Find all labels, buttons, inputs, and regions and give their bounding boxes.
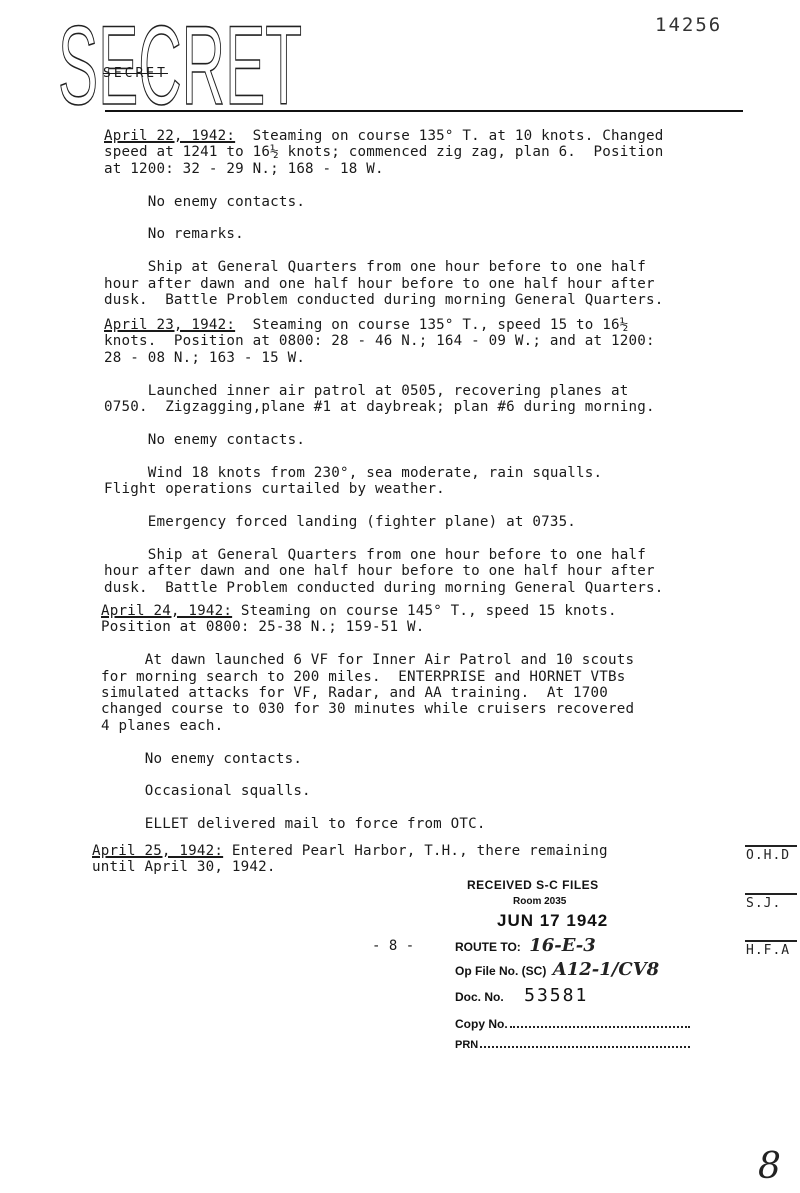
stamp-copy-label: Copy No. (455, 1017, 508, 1031)
secret-stamp-large (56, 12, 306, 112)
stamp-doc-value: 53581 (524, 985, 589, 1006)
stamp-copy-row (455, 1009, 690, 1031)
entry-first-text: Entered Pearl Harbor, T.H., there remaining (231, 843, 608, 859)
stamp-line-1: RECEIVED S-C FILES (467, 878, 599, 892)
received-stamp (455, 878, 690, 1051)
stamp-route-row (455, 935, 690, 959)
page-number: - 8 - (372, 938, 415, 954)
log-entry-april-24 (101, 603, 634, 833)
entry-body: Position at 0800: 25-38 N.; 159-51 W. At dawn launched 6 VF for Inner Air Patrol and 10 scouts for morning search to 200 miles. ENTERPRISE and HORNET VTBs simulated attacks for VF, Radar, and AA training. At 1700 changed course to 030 for 30 minutes while cruisers recovered 4 planes each. No enemy contacts. Occasional squalls. ELLET delivered mail to force from OTC. (101, 619, 635, 833)
stamp-route-value: 16-E-3 (529, 935, 596, 956)
stamp-prn-row (455, 1031, 690, 1051)
svg-text:SECRET: SECRET (58, 12, 302, 112)
log-entry-april-23 (104, 317, 663, 596)
entry-first-text: Steaming on course 135° T. at 10 knots. Changed (252, 128, 664, 144)
initials-sj: S.J. (746, 896, 782, 911)
initials-rule-1 (745, 845, 797, 847)
entry-first-line (92, 843, 608, 859)
entry-first-text: Steaming on course 135° T., speed 15 to 16½ (252, 317, 629, 333)
entry-first-line (101, 603, 634, 619)
document-number: 14256 (655, 14, 723, 36)
stamp-opfile-value: A12-1/CV8 (552, 959, 660, 980)
stamp-line-2: Room 2035 (513, 896, 567, 907)
corner-page-number: 8 (758, 1146, 781, 1187)
entry-body: until April 30, 1942. (92, 859, 276, 876)
entry-date: April 24, 1942: (101, 603, 233, 619)
stamp-prn-leader (480, 1046, 690, 1048)
entry-date: April 25, 1942: (92, 843, 224, 859)
entry-first-line (104, 317, 663, 333)
stamp-copy-leader (510, 1026, 690, 1028)
log-entry-april-22 (104, 128, 663, 308)
entry-date: April 22, 1942: (104, 128, 236, 144)
log-entry-april-25 (92, 843, 608, 876)
stamp-route-label: ROUTE TO: (455, 940, 521, 954)
initials-rule-2 (745, 893, 797, 895)
stamp-opfile-label: Op File No. (SC) (455, 964, 547, 978)
secret-stamp-small: SECRET (103, 66, 168, 81)
initials-rule-3 (745, 940, 797, 942)
initials-ohd: O.H.D (746, 848, 791, 863)
entry-date: April 23, 1942: (104, 317, 236, 333)
stamp-opfile-row (455, 959, 690, 985)
stamp-prn-label: PRN (455, 1039, 479, 1051)
stamp-doc-label: Doc. No. (455, 990, 504, 1004)
header-rule (105, 110, 743, 112)
stamp-doc-row (455, 985, 690, 1009)
initials-hfa: H.F.A (746, 943, 791, 958)
entry-first-line (104, 128, 663, 144)
stamp-date: JUN 17 1942 (497, 911, 609, 930)
entry-body: knots. Position at 0800: 28 - 46 N.; 164 - 09 W.; and at 1200: 28 - 08 N.; 163 - 15 W. Launched inner air patrol at 0505, recovering planes at 0750. Zigzagging,plane #1 at daybreak; plan #6 during morning. No enemy contacts. Wind 18 knots from 230°, sea moderate, rain squalls. Flight operations curtailed by weather. Emergency forced landing (fighter plane) at 0735. Ship at General Quarters from one hour before to one half hour after dawn and one half hour before to one half hour after dusk. Battle Problem conducted during morning General Quarters. (104, 333, 664, 596)
entry-body: speed at 1241 to 16½ knots; commenced zig zag, plan 6. Position at 1200: 32 - 29 N.; 168 - 18 W. No enemy contacts. No remarks. Ship at General Quarters from one hour before to one half hour after dawn and one half hour before to one half hour after dusk. Battle Problem conducted during morning General Quarters. (104, 144, 664, 309)
entry-first-text: Steaming on course 145° T., speed 15 knots. (240, 603, 617, 619)
